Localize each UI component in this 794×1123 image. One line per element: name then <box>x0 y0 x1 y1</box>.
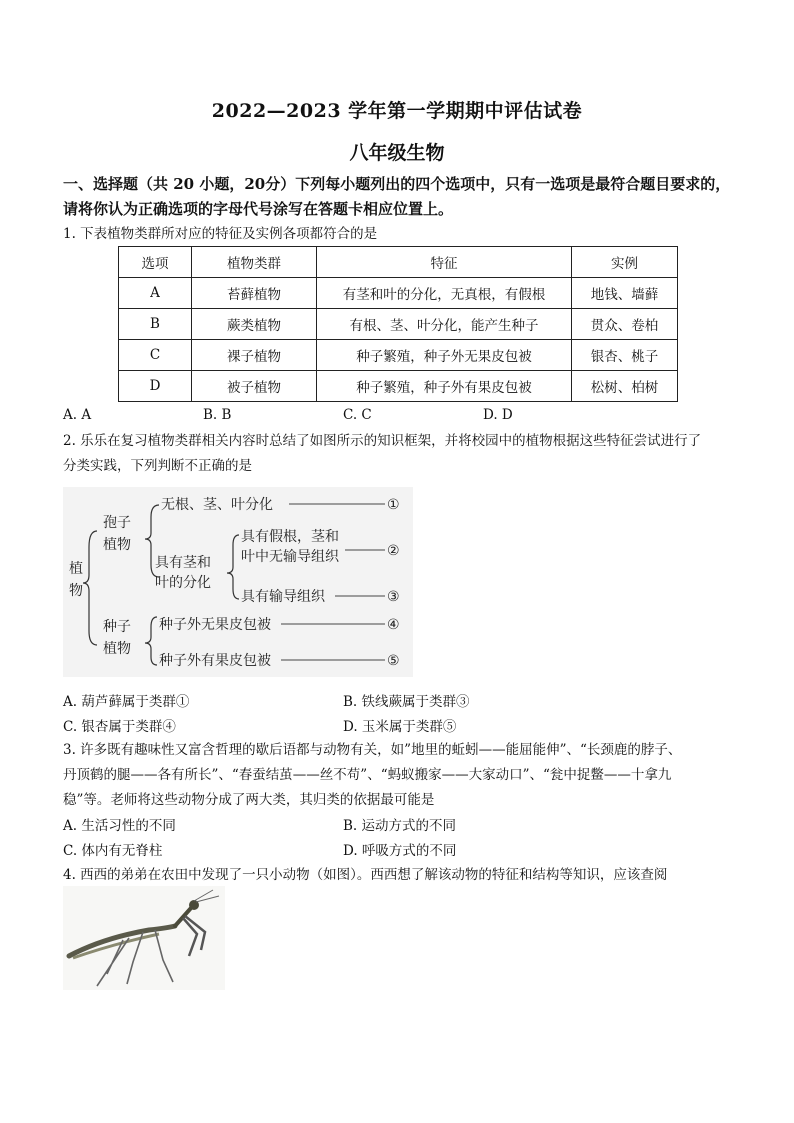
diagram-no-pericarp: 种子外无果皮包被 <box>159 617 271 633</box>
diagram-root-char1: 植 <box>69 561 83 577</box>
q3-option-c[interactable]: C. 体内有无脊柱 <box>63 843 163 859</box>
diagram-spore-group-2: 植物 <box>103 537 131 553</box>
diagram-with-pericarp: 种子外有果皮包被 <box>159 653 271 669</box>
table-cell: 有茎和叶的分化，无真根，有假根 <box>317 278 572 309</box>
diagram-pseudo-1: 具有假根，茎和 <box>241 529 339 545</box>
q2-stem-line2: 分类实践，下列判断不正确的是 <box>63 458 252 474</box>
q2-option-a[interactable]: A. 葫芦藓属于类群① <box>63 694 190 710</box>
q2-option-b[interactable]: B. 铁线蕨属于类群③ <box>343 694 470 710</box>
exam-subtitle: 八年级生物 <box>349 142 445 164</box>
table-row <box>119 309 678 340</box>
table-cell: 蕨类植物 <box>192 309 317 340</box>
marker-3: ③ <box>387 589 400 605</box>
mantis-antennae <box>194 890 219 902</box>
q2-option-c[interactable]: C. 银杏属于类群④ <box>63 719 176 735</box>
table-cell: 被子植物 <box>192 371 317 402</box>
q3-line1: 3. 许多既有趣味性又富含哲理的歇后语都与动物有关，如”地里的蚯蚓——能屈能伸”、“长颈鹿的脖子、 <box>63 742 682 758</box>
organ-brace <box>227 535 239 599</box>
exam-title: 2022—2023 学年第一学期期中评估试卷 <box>211 100 583 122</box>
table-row <box>119 340 678 371</box>
table-cell: 种子繁殖，种子外无果皮包被 <box>317 340 572 371</box>
table-cell: 松树、柏树 <box>572 371 678 402</box>
table-cell: 有根、茎、叶分化，能产生种子 <box>317 309 572 340</box>
diagram-seed-group-1: 种子 <box>103 619 131 635</box>
q1-table <box>118 246 678 402</box>
table-header-cell: 植物类群 <box>192 247 317 278</box>
seed-brace <box>145 617 157 665</box>
mantis-photo <box>63 886 225 990</box>
table-cell: D <box>119 371 192 402</box>
table-row <box>119 371 678 402</box>
q3-option-a[interactable]: A. 生活习性的不同 <box>63 818 176 834</box>
q3-option-b[interactable]: B. 运动方式的不同 <box>343 818 457 834</box>
table-header-cell: 特征 <box>317 247 572 278</box>
diagram-has-organs-1: 具有茎和 <box>155 555 211 571</box>
table-cell: 苔藓植物 <box>192 278 317 309</box>
mantis-forelegs <box>183 916 205 956</box>
q1-stem: 1. 下表植物类群所对应的特征及实例各项都符合的是 <box>63 226 378 242</box>
table-cell: 贯众、卷柏 <box>572 309 678 340</box>
table-cell: 裸子植物 <box>192 340 317 371</box>
table-header-cell: 实例 <box>572 247 678 278</box>
table-cell: 种子繁殖，种子外有果皮包被 <box>317 371 572 402</box>
diagram-seed-group-2: 植物 <box>103 641 131 657</box>
marker-2: ② <box>387 543 400 559</box>
marker-4: ④ <box>387 617 400 633</box>
q4-stem: 4. 西西的弟弟在农田中发现了一只小动物（如图）。西西想了解该动物的特征和结构等知识，应该查阅 <box>63 867 668 883</box>
marker-1: ① <box>387 497 400 513</box>
section-heading: 一、选择题（共 20 小题，20分）下列每小题列出的四个选项中，只有一选项是最符合题目要求的，请将你认为正确选项的字母代号涂写在答题卡相应位置上。 <box>63 175 731 218</box>
q1-option-c[interactable]: C. C <box>343 407 372 423</box>
table-cell: B <box>119 309 192 340</box>
q2-stem-line1: 2. 乐乐在复习植物类群相关内容时总结了如图所示的知识框架，并将校园中的植物根据这些特征尝试进行了 <box>63 433 702 449</box>
marker-5: ⑤ <box>387 653 400 669</box>
plant-classification-diagram <box>63 487 413 677</box>
diagram-spore-group-1: 孢子 <box>103 515 131 531</box>
table-row <box>119 278 678 309</box>
diagram-root-char2: 物 <box>69 583 83 599</box>
diagram-has-organs-2: 叶的分化 <box>155 575 211 591</box>
q3-line3: 稳”等。老师将这些动物分成了两大类，其归类的依据最可能是 <box>63 792 435 808</box>
diagram-vascular: 具有输导组织 <box>241 589 325 605</box>
table-cell: 银杏、桃子 <box>572 340 678 371</box>
table-header-cell: 选项 <box>119 247 192 278</box>
q1-option-d[interactable]: D. D <box>483 407 513 423</box>
q1-option-b[interactable]: B. B <box>203 407 232 423</box>
q3-option-d[interactable]: D. 呼吸方式的不同 <box>343 843 457 859</box>
diagram-pseudo-2: 叶中无输导组织 <box>241 549 339 565</box>
table-cell: A <box>119 278 192 309</box>
diagram-no-organs: 无根、茎、叶分化 <box>161 497 273 513</box>
table-cell: C <box>119 340 192 371</box>
table-header-row <box>119 247 678 278</box>
q3-line2: 丹顶鹤的腿——各有所长”、“春蚕结茧——丝不苟”、“蚂蚁搬家——大家动口”、“瓮中捉鳖——十拿九 <box>63 767 672 783</box>
q2-option-d[interactable]: D. 玉米属于类群⑤ <box>343 719 457 735</box>
root-brace <box>83 531 97 645</box>
q1-option-a[interactable]: A. A <box>63 407 92 423</box>
table-cell: 地钱、墙藓 <box>572 278 678 309</box>
